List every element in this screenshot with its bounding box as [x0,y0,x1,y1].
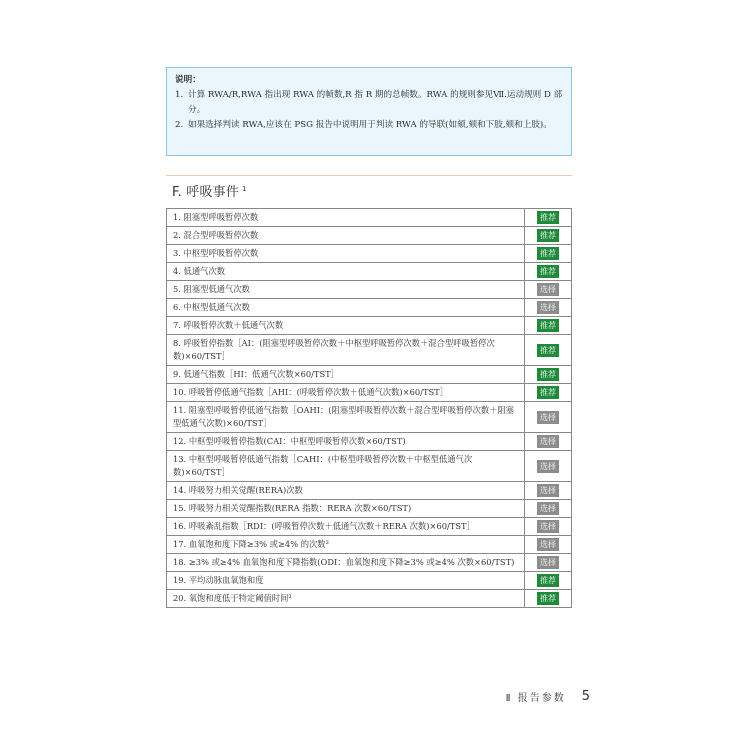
recommended-badge: 推荐 [537,319,559,332]
event-description: 17. 血氧饱和度下降≥3% 或≥4% 的次数² [167,536,525,554]
event-tag-cell [525,245,572,263]
event-description: 18. ≥3% 或≥4% 血氧饱和度下降指数(ODI：血氧饱和度下降≥3% 或≥4% 次数×60/TST) [167,554,525,572]
optional-badge: 选择 [537,301,559,314]
table-row [167,209,572,227]
recommended-badge: 推荐 [537,574,559,587]
table-row [167,518,572,536]
table-row [167,500,572,518]
section-title-text: F. 呼吸事件 [172,185,240,200]
recommended-badge: 推荐 [537,344,559,357]
event-tag-cell [525,433,572,451]
note-item [175,88,563,118]
section-title [172,181,247,200]
event-tag-cell [525,384,572,402]
event-tag-cell [525,536,572,554]
event-tag-cell [525,366,572,384]
table-row [167,433,572,451]
event-tag-cell [525,281,572,299]
note-item-number: 1. [175,90,184,100]
event-tag-cell [525,500,572,518]
table-row [167,536,572,554]
table-row [167,227,572,245]
optional-badge: 选择 [537,484,559,497]
table-row [167,299,572,317]
page-footer [506,689,590,704]
event-tag-cell [525,554,572,572]
optional-badge: 选择 [537,538,559,551]
event-tag-cell [525,402,572,433]
event-description: 19. 平均动脉血氧饱和度 [167,572,525,590]
event-description: 1. 阻塞型呼吸暂停次数 [167,209,525,227]
recommended-badge: 推荐 [537,368,559,381]
footer-section-name: Ⅱ 报告参数 [505,693,566,704]
event-tag-cell [525,209,572,227]
recommended-badge: 推荐 [537,592,559,605]
event-tag-cell [525,451,572,482]
event-description: 16. 呼吸紊乱指数［RDI：(呼吸暂停次数＋低通气次数＋RERA 次数)×60/TST］ [167,518,525,536]
section-title-footnote: 1 [242,184,247,193]
table-row [167,317,572,335]
table-row [167,281,572,299]
optional-badge: 选择 [537,556,559,569]
event-tag-cell [525,263,572,281]
event-description: 13. 中枢型呼吸暂停低通气指数［CAHI：(中枢型呼吸暂停次数＋中枢型低通气次数)×60/TST］ [167,451,525,482]
event-description: 2. 混合型呼吸暂停次数 [167,227,525,245]
event-description: 3. 中枢型呼吸暂停次数 [167,245,525,263]
table-row [167,402,572,433]
note-item-text: 计算 RWA/R,RWA 指出现 RWA 的帧数,R 指 R 期的总帧数。RWA 的规则参见Ⅶ.运动规则 D 部分。 [188,90,563,115]
event-description: 15. 呼吸努力相关觉醒指数(RERA 指数：RERA 次数×60/TST) [167,500,525,518]
event-description: 5. 阻塞型低通气次数 [167,281,525,299]
note-item-text: 如果选择判读 RWA,应该在 PSG 报告中说明用于判读 RWA 的导联(如颏,颏和下肢,颏和上肢)。 [188,120,552,130]
table-row [167,554,572,572]
optional-badge: 选择 [537,435,559,448]
event-description: 6. 中枢型低通气次数 [167,299,525,317]
table-row [167,366,572,384]
note-title: 说明： [175,75,201,85]
event-tag-cell [525,299,572,317]
event-tag-cell [525,482,572,500]
note-box [166,67,572,156]
event-description: 9. 低通气指数［HI：低通气次数×60/TST］ [167,366,525,384]
event-description: 14. 呼吸努力相关觉醒(RERA)次数 [167,482,525,500]
event-tag-cell [525,572,572,590]
event-description: 11. 阻塞型呼吸暂停低通气指数［OAHI：(阻塞型呼吸暂停次数＋混合型呼吸暂停次数＋阻塞型低通气次数)×60/TST］ [167,402,525,433]
event-description: 12. 中枢型呼吸暂停指数(CAI：中枢型呼吸暂停次数×60/TST) [167,433,525,451]
event-description: 8. 呼吸暂停指数［AI：(阻塞型呼吸暂停次数＋中枢型呼吸暂停次数＋混合型呼吸暂停次数)×60/TST］ [167,335,525,366]
recommended-badge: 推荐 [537,211,559,224]
optional-badge: 选择 [537,460,559,473]
event-tag-cell [525,317,572,335]
recommended-badge: 推荐 [537,386,559,399]
respiratory-events-table [166,208,572,608]
event-description: 10. 呼吸暂停低通气指数［AHI：(呼吸暂停次数＋低通气次数)×60/TST］ [167,384,525,402]
recommended-badge: 推荐 [537,229,559,242]
event-tag-cell [525,518,572,536]
event-description: 4. 低通气次数 [167,263,525,281]
optional-badge: 选择 [537,502,559,515]
note-item-number: 2. [175,120,184,130]
table-row [167,263,572,281]
section-divider [166,175,572,176]
note-item [175,118,563,133]
optional-badge: 选择 [537,283,559,296]
event-description: 7. 呼吸暂停次数＋低通气次数 [167,317,525,335]
event-tag-cell [525,335,572,366]
recommended-badge: 推荐 [537,247,559,260]
table-row [167,384,572,402]
optional-badge: 选择 [537,520,559,533]
table-row [167,335,572,366]
recommended-badge: 推荐 [537,265,559,278]
table-row [167,572,572,590]
table-row [167,482,572,500]
table-row [167,590,572,608]
table-row [167,451,572,482]
event-tag-cell [525,227,572,245]
event-description: 20. 氧饱和度低于特定阈值时间² [167,590,525,608]
page-number: 5 [581,689,590,704]
table-row [167,245,572,263]
event-tag-cell [525,590,572,608]
optional-badge: 选择 [537,411,559,424]
